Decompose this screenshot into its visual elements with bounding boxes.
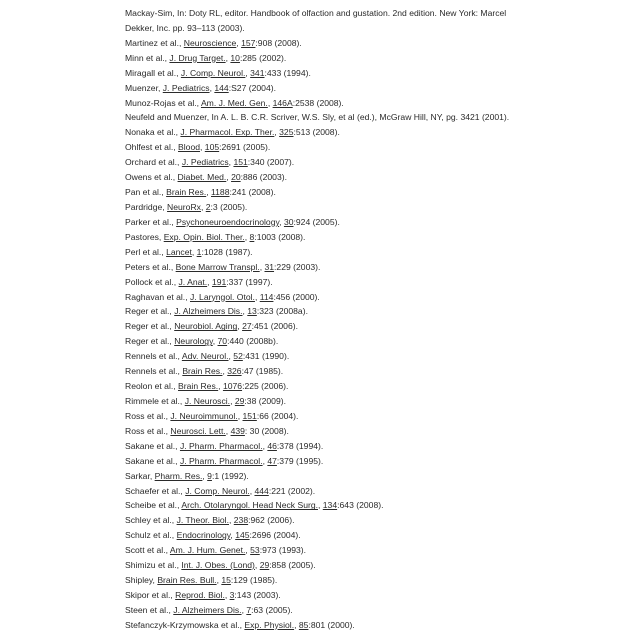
reference-line	[125, 364, 625, 379]
journal-title: Endocrinology	[177, 530, 231, 540]
reference-pages-year: :129 (1985).	[231, 575, 277, 585]
reference-pages-year: :801 (2000).	[308, 620, 354, 630]
separator: ,	[226, 172, 231, 182]
reference-authors: Steen et al.,	[125, 605, 173, 615]
journal-title: Diabet. Med.	[178, 172, 227, 182]
reference-line	[125, 230, 625, 245]
volume-number: 1076	[223, 381, 242, 391]
reference-line	[125, 618, 625, 633]
separator: ,	[201, 202, 206, 212]
separator: ,	[202, 471, 207, 481]
reference-line	[125, 170, 625, 185]
volume-number: 439	[231, 426, 245, 436]
reference-authors: Munoz-Rojas et al.,	[125, 98, 201, 108]
journal-title: J. Alzheimers Dis.	[174, 306, 242, 316]
reference-authors: Rimmele et al.,	[125, 396, 185, 406]
volume-number: 114	[260, 292, 274, 302]
journal-title: Brain Res. Bull.	[157, 575, 216, 585]
reference-authors: Shimizu et al.,	[125, 560, 181, 570]
volume-number: 325	[279, 127, 293, 137]
reference-line	[125, 275, 625, 290]
reference-pages-year: :S27 (2004).	[229, 83, 276, 93]
reference-pages-year: :908 (2008).	[255, 38, 301, 48]
reference-line	[125, 140, 625, 155]
separator: ,	[229, 351, 234, 361]
reference-pages-year: :241 (2008).	[229, 187, 275, 197]
reference-pages-year: : 30 (2008).	[245, 426, 289, 436]
journal-title: J. Laryngol. Otol.	[190, 292, 255, 302]
journal-title: J. Pediatrics	[182, 157, 229, 167]
reference-authors: Peters et al.,	[125, 262, 176, 272]
reference-authors: Reolon et al.,	[125, 381, 178, 391]
journal-title: Neurosci. Lett.	[170, 426, 225, 436]
reference-line	[125, 454, 625, 469]
volume-number: 46	[267, 441, 277, 451]
reference-authors: Rennels et al.,	[125, 351, 182, 361]
journal-title: Brain Res.	[178, 381, 218, 391]
reference-authors: Pan et al.,	[125, 187, 166, 197]
reference-line	[125, 6, 625, 21]
volume-number: 8	[250, 232, 255, 242]
reference-pages-year: :643 (2008).	[337, 500, 383, 510]
reference-line	[125, 245, 625, 260]
separator: ,	[260, 262, 265, 272]
reference-line	[125, 185, 625, 200]
journal-title: Blood	[178, 142, 200, 152]
reference-authors: Schulz et al.,	[125, 530, 177, 540]
journal-title: Psychoneuroendocrinology	[176, 217, 279, 227]
reference-line	[125, 439, 625, 454]
reference-authors: Ross et al.,	[125, 411, 170, 421]
volume-number: 85	[299, 620, 309, 630]
reference-pages-year: :1003 (2008).	[254, 232, 305, 242]
volume-number: 134	[323, 500, 337, 510]
reference-authors: Sakane et al.,	[125, 441, 180, 451]
journal-title: Am. J. Hum. Genet.	[170, 545, 245, 555]
reference-authors: Reger et al.,	[125, 336, 174, 346]
volume-number: 146A	[273, 98, 293, 108]
reference-line	[125, 260, 625, 275]
separator: ,	[229, 515, 234, 525]
reference-authors: Neufeld and Muenzer, In A. L. B. C.R. Scriver, W.S. Sly, et al (ed.), McGraw Hill, NY, pg. 3421 (2001).	[125, 112, 509, 122]
reference-line	[125, 558, 625, 573]
reference-authors: Sakane et al.,	[125, 456, 180, 466]
journal-title: Reprod. Biol.	[175, 590, 225, 600]
separator: ,	[218, 381, 223, 391]
reference-authors: Orchard et al.,	[125, 157, 182, 167]
reference-line	[125, 498, 625, 513]
journal-title: Int. J. Obes. (Lond)	[181, 560, 255, 570]
reference-pages-year: :379 (1995).	[277, 456, 323, 466]
journal-title: Neuroscience	[184, 38, 237, 48]
reference-pages-year: :433 (1994).	[265, 68, 311, 78]
volume-number: 20	[231, 172, 241, 182]
reference-line	[125, 319, 625, 334]
reference-line	[125, 304, 625, 319]
volume-number: 157	[241, 38, 255, 48]
volume-number: 191	[212, 277, 226, 287]
reference-line	[125, 290, 625, 305]
volume-number: 1188	[211, 187, 229, 197]
reference-authors: Owens et al.,	[125, 172, 178, 182]
reference-pages-year: :66 (2004).	[257, 411, 299, 421]
reference-line	[125, 409, 625, 424]
reference-pages-year: :2696 (2004).	[250, 530, 301, 540]
reference-pages-year: :63 (2005).	[251, 605, 293, 615]
journal-title: J. Pharm. Pharmacol.	[180, 441, 263, 451]
separator: ,	[238, 411, 243, 421]
separator: ,	[274, 127, 279, 137]
volume-number: 341	[250, 68, 264, 78]
separator: ,	[206, 187, 211, 197]
reference-pages-year: :440 (2008b).	[227, 336, 278, 346]
separator: ,	[250, 486, 255, 496]
volume-number: 31	[264, 262, 274, 272]
journal-title: Neurobiol. Aging	[174, 321, 237, 331]
volume-number: 326	[227, 366, 241, 376]
reference-line	[125, 424, 625, 439]
reference-pages-year: :2538 (2008).	[293, 98, 344, 108]
separator: ,	[318, 500, 323, 510]
volume-number: 444	[254, 486, 268, 496]
reference-line	[125, 110, 625, 125]
reference-authors: Reger et al.,	[125, 321, 174, 331]
reference-authors: Schaefer et al.,	[125, 486, 185, 496]
reference-pages-year: :1028 (1987).	[201, 247, 252, 257]
reference-pages-year: :513 (2008).	[293, 127, 339, 137]
volume-number: 13	[247, 306, 257, 316]
journal-title: J. Pharmacol. Exp. Ther.	[180, 127, 274, 137]
journal-title: J. Anat.	[179, 277, 208, 287]
reference-line	[125, 21, 625, 36]
volume-number: 52	[233, 351, 243, 361]
separator: ,	[217, 575, 222, 585]
reference-pages-year: :3 (2005).	[211, 202, 248, 212]
reference-authors: Stefanczyk-Krzymowska et al.,	[125, 620, 244, 630]
journal-title: NeuroRx	[167, 202, 201, 212]
reference-line	[125, 513, 625, 528]
journal-title: J. Theor. Biol.	[177, 515, 229, 525]
reference-line	[125, 528, 625, 543]
separator: ,	[226, 426, 231, 436]
reference-line	[125, 484, 625, 499]
volume-number: 29	[260, 560, 270, 570]
reference-line	[125, 66, 625, 81]
reference-pages-year: :229 (2003).	[274, 262, 320, 272]
reference-authors: Reger et al.,	[125, 306, 174, 316]
reference-pages-year: :378 (1994).	[277, 441, 323, 451]
reference-line	[125, 81, 625, 96]
separator: ,	[268, 98, 273, 108]
journal-title: Arch. Otolaryngol. Head Neck Surg.	[181, 500, 318, 510]
separator: ,	[263, 441, 268, 451]
reference-pages-year: :456 (2000).	[273, 292, 319, 302]
journal-title: Exp. Physiol.	[244, 620, 294, 630]
reference-pages-year: :323 (2008a).	[257, 306, 308, 316]
separator: ,	[245, 545, 250, 555]
reference-authors: Skipor et al.,	[125, 590, 175, 600]
volume-number: 238	[234, 515, 248, 525]
reference-authors: Ohlfest et al.,	[125, 142, 178, 152]
separator: ,	[226, 53, 231, 63]
separator: ,	[210, 83, 215, 93]
journal-title: Exp. Opin. Biol. Ther.	[164, 232, 245, 242]
reference-authors: Pardridge,	[125, 202, 167, 212]
volume-number: 70	[218, 336, 228, 346]
journal-title: Brain Res.	[166, 187, 206, 197]
reference-line	[125, 155, 625, 170]
reference-authors: Ross et al.,	[125, 426, 170, 436]
separator: ,	[237, 321, 242, 331]
reference-pages-year: :451 (2006).	[252, 321, 298, 331]
separator: ,	[200, 142, 205, 152]
reference-authors: Perl et al.,	[125, 247, 166, 257]
reference-authors: Scott et al.,	[125, 545, 170, 555]
reference-line	[125, 334, 625, 349]
journal-title: Adv. Neurol.	[182, 351, 229, 361]
journal-title: Pharm. Res.	[155, 471, 203, 481]
reference-authors: Muenzer,	[125, 83, 163, 93]
reference-pages-year: :340 (2007).	[248, 157, 294, 167]
separator: ,	[207, 277, 212, 287]
separator: ,	[263, 456, 268, 466]
reference-pages-year: :2691 (2005).	[219, 142, 270, 152]
volume-number: 30	[284, 217, 294, 227]
separator: ,	[245, 232, 250, 242]
volume-number: 47	[267, 456, 277, 466]
journal-title: J. Drug Target.	[169, 53, 225, 63]
reference-pages-year: :285 (2002).	[240, 53, 286, 63]
journal-title: J. Pediatrics	[163, 83, 210, 93]
reference-pages-year: :1 (1992).	[212, 471, 249, 481]
volume-number: 3	[230, 590, 235, 600]
reference-authors: Pastores,	[125, 232, 164, 242]
journal-title: Brain Res.	[182, 366, 222, 376]
volume-number: 151	[243, 411, 257, 421]
journal-title: J. Neuroimmunol.	[170, 411, 237, 421]
reference-authors: Pollock et al.,	[125, 277, 179, 287]
volume-number: 27	[242, 321, 252, 331]
reference-line	[125, 51, 625, 66]
volume-number: 9	[207, 471, 212, 481]
reference-authors: Minn et al.,	[125, 53, 169, 63]
reference-pages-year: :886 (2003).	[241, 172, 287, 182]
reference-pages-year: :431 (1990).	[243, 351, 289, 361]
reference-line	[125, 125, 625, 140]
separator: ,	[229, 157, 234, 167]
reference-line	[125, 543, 625, 558]
reference-list	[125, 6, 625, 633]
separator: ,	[243, 306, 248, 316]
separator: ,	[294, 620, 299, 630]
reference-authors: Raghavan et al.,	[125, 292, 190, 302]
reference-pages-year: :337 (1997).	[226, 277, 272, 287]
volume-number: 53	[250, 545, 260, 555]
reference-line	[125, 96, 625, 111]
journal-title: Lancet	[166, 247, 192, 257]
reference-pages-year: :924 (2005).	[294, 217, 340, 227]
reference-authors: Dekker, Inc. pp. 93–113 (2003).	[125, 23, 245, 33]
volume-number: 7	[246, 605, 251, 615]
reference-line	[125, 573, 625, 588]
journal-title: J. Pharm. Pharmacol.	[180, 456, 263, 466]
reference-pages-year: :221 (2002).	[269, 486, 315, 496]
reference-pages-year: :858 (2005).	[269, 560, 315, 570]
journal-title: Neurology	[174, 336, 213, 346]
reference-line	[125, 200, 625, 215]
separator: ,	[255, 292, 260, 302]
separator: ,	[192, 247, 197, 257]
separator: ,	[279, 217, 284, 227]
reference-authors: Nonaka et al.,	[125, 127, 180, 137]
separator: ,	[230, 396, 235, 406]
journal-title: J. Comp. Neurol.	[181, 68, 245, 78]
separator: ,	[222, 366, 227, 376]
journal-title: Am. J. Med. Gen.	[201, 98, 268, 108]
journal-title: J. Alzheimers Dis.	[173, 605, 241, 615]
separator: ,	[245, 68, 250, 78]
reference-line	[125, 469, 625, 484]
reference-line	[125, 36, 625, 51]
reference-pages-year: :38 (2009).	[244, 396, 286, 406]
volume-number: 144	[214, 83, 228, 93]
volume-number: 1	[197, 247, 202, 257]
journal-title: J. Neurosci.	[185, 396, 230, 406]
separator: ,	[213, 336, 218, 346]
reference-authors: Sarkar,	[125, 471, 155, 481]
volume-number: 15	[221, 575, 231, 585]
reference-line	[125, 349, 625, 364]
volume-number: 105	[205, 142, 219, 152]
reference-pages-year: :973 (1993).	[260, 545, 306, 555]
separator: ,	[242, 605, 247, 615]
volume-number: 145	[235, 530, 249, 540]
volume-number: 10	[230, 53, 240, 63]
separator: ,	[225, 590, 230, 600]
reference-authors: Martinez et al.,	[125, 38, 184, 48]
reference-authors: Rennels et al.,	[125, 366, 182, 376]
reference-pages-year: :143 (2003).	[234, 590, 280, 600]
volume-number: 151	[233, 157, 247, 167]
reference-authors: Parker et al.,	[125, 217, 176, 227]
volume-number: 2	[206, 202, 211, 212]
journal-title: J. Comp. Neurol.	[185, 486, 249, 496]
reference-pages-year: :962 (2006).	[248, 515, 294, 525]
reference-pages-year: :47 (1985).	[242, 366, 284, 376]
reference-authors: Miragall et al.,	[125, 68, 181, 78]
separator: ,	[255, 560, 260, 570]
reference-authors: Scheibe et al.,	[125, 500, 181, 510]
volume-number: 29	[235, 396, 245, 406]
reference-line	[125, 215, 625, 230]
reference-authors: Schley et al.,	[125, 515, 177, 525]
separator: ,	[230, 530, 235, 540]
reference-pages-year: :225 (2006).	[242, 381, 288, 391]
reference-line	[125, 588, 625, 603]
reference-authors: Shipley,	[125, 575, 157, 585]
reference-line	[125, 603, 625, 618]
reference-line	[125, 394, 625, 409]
reference-authors: Mackay-Sim, In: Doty RL, editor. Handbook of olfaction and gustation. 2nd edition. New York: Marcel	[125, 8, 506, 18]
reference-line	[125, 379, 625, 394]
journal-title: Bone Marrow Transpl.	[176, 262, 260, 272]
separator: ,	[236, 38, 241, 48]
